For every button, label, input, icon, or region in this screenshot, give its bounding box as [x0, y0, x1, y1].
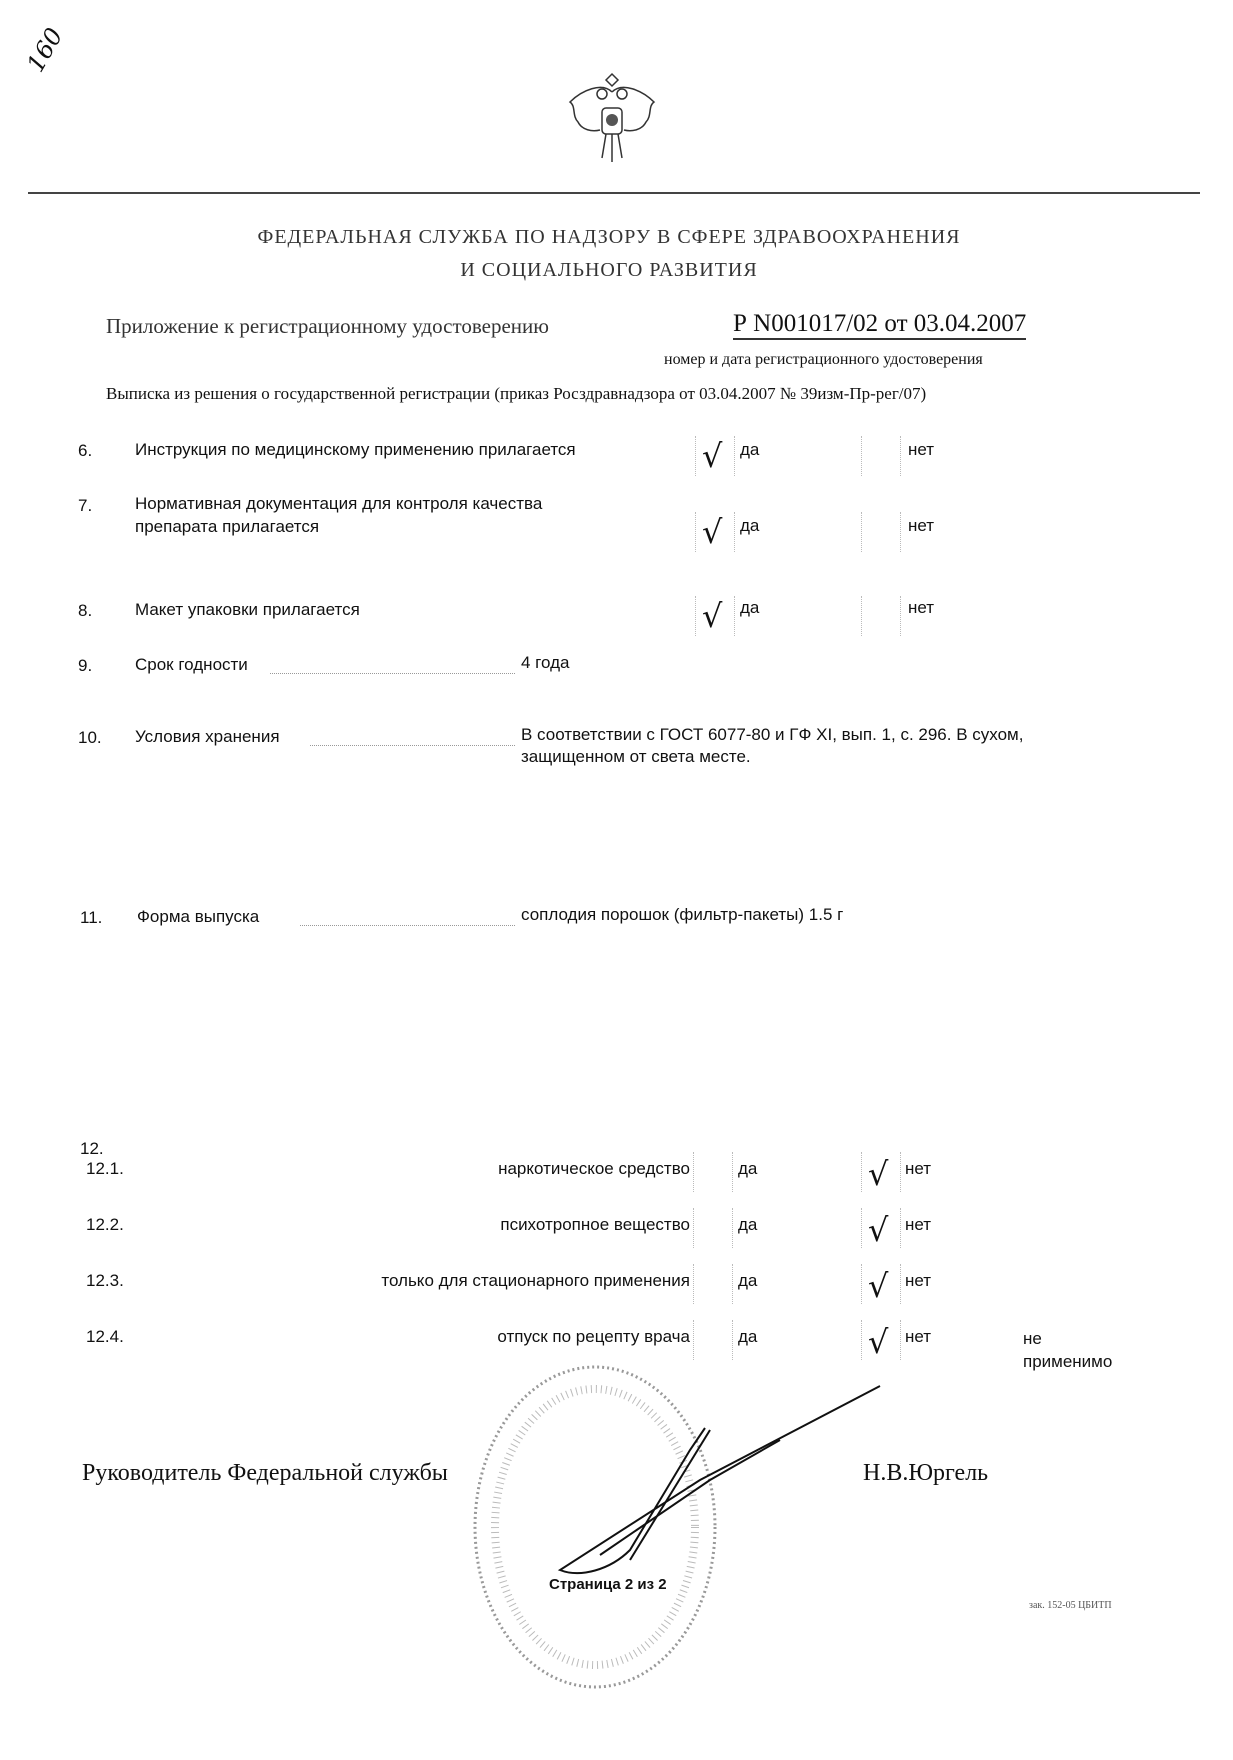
item-10-label: Условия хранения: [135, 727, 280, 746]
item-12-1-yes-label: да: [738, 1159, 758, 1178]
page-label: Страница 2 из 2: [549, 1576, 667, 1593]
checkmark-icon: √: [868, 1323, 889, 1361]
handwritten-page-number: 160: [21, 23, 69, 77]
item-7-yes-label: да: [740, 516, 760, 535]
item-7-no-label: нет: [908, 516, 935, 535]
item-12-1-no-label: нет: [905, 1159, 932, 1178]
item-6-label: Инструкция по медицинскому применению прилагается: [135, 440, 576, 459]
item-12-2-no-checkbox[interactable]: [861, 1208, 901, 1248]
item-8-label: Макет упаковки прилагается: [135, 600, 360, 619]
item-12-1-label: наркотическое средство: [498, 1159, 690, 1178]
item-10-value-line2: защищенном от света месте.: [521, 747, 751, 766]
item-9-leader: [270, 673, 515, 674]
checkmark-icon: √: [702, 597, 723, 635]
item-8-no-checkbox[interactable]: [861, 596, 901, 636]
checkmark-icon: √: [868, 1211, 889, 1249]
item-12-4-no-checkbox[interactable]: [861, 1320, 901, 1360]
item-12-2-yes-label: да: [738, 1215, 758, 1234]
item-9-value: 4 года: [521, 653, 570, 672]
item-12-3-yes-label: да: [738, 1271, 758, 1290]
item-6-number: 6.: [78, 441, 93, 460]
item-7-yes-checkbox[interactable]: [695, 512, 735, 552]
item-11-number: 11.: [80, 908, 103, 927]
item-12-2-yes-checkbox[interactable]: [693, 1208, 733, 1248]
item-12-3-number: 12.3.: [86, 1271, 124, 1290]
item-7-label-line2: препарата прилагается: [135, 517, 320, 536]
signature-scribble: [540, 1380, 890, 1580]
checkmark-icon: √: [702, 513, 723, 551]
item-6-no-label: нет: [908, 440, 935, 459]
item-10-number: 10.: [78, 728, 102, 747]
item-11-value: соплодия порошок (фильтр-пакеты) 1.5 г: [521, 905, 844, 924]
item-7-label-line1: Нормативная документация для контроля качества: [135, 494, 543, 513]
item-12-4-yes-checkbox[interactable]: [693, 1320, 733, 1360]
checkmark-icon: √: [868, 1155, 889, 1193]
not-applicable-line2: применимо: [1023, 1352, 1113, 1371]
item-12-4-no-label: нет: [905, 1327, 932, 1346]
item-12-4-number: 12.4.: [86, 1327, 124, 1346]
not-applicable-line1: не: [1023, 1329, 1042, 1348]
signatory-name: Н.В.Юргель: [863, 1460, 989, 1486]
item-12-1-yes-checkbox[interactable]: [693, 1152, 733, 1192]
signatory-position: Руководитель Федеральной службы: [82, 1460, 448, 1486]
org-title-line1: ФЕДЕРАЛЬНАЯ СЛУЖБА ПО НАДЗОРУ В СФЕРЕ ЗДРАВООХРАНЕНИЯ: [257, 226, 961, 248]
registration-number: Р N001017/02 от 03.04.2007: [733, 310, 1026, 340]
checkmark-icon: √: [702, 437, 723, 475]
item-12-3-no-label: нет: [905, 1271, 932, 1290]
extract-text: Выписка из решения о государственной регистрации (приказ Росздравнадзора от 03.04.2007 № 39изм-Пр-рег/07): [106, 384, 927, 403]
item-12-2-label: психотропное вещество: [500, 1215, 690, 1234]
item-12-3-label: только для стационарного применения: [381, 1271, 690, 1290]
coat-of-arms-emblem: [562, 72, 662, 168]
registration-number-caption: номер и дата регистрационного удостоверения: [664, 351, 983, 368]
item-7-no-checkbox[interactable]: [861, 512, 901, 552]
item-12-2-no-label: нет: [905, 1215, 932, 1234]
item-9-label: Срок годности: [135, 655, 248, 674]
item-12-1-no-checkbox[interactable]: [861, 1152, 901, 1192]
item-8-yes-label: да: [740, 598, 760, 617]
item-7-number: 7.: [78, 496, 93, 515]
item-10-leader: [310, 745, 515, 746]
item-9-number: 9.: [78, 656, 93, 675]
item-6-no-checkbox[interactable]: [861, 436, 901, 476]
org-title-line2: И СОЦИАЛЬНОГО РАЗВИТИЯ: [460, 259, 758, 281]
item-10-value-line1: В соответствии с ГОСТ 6077-80 и ГФ XI, вып. 1, с. 296. В сухом,: [521, 725, 1024, 744]
item-8-yes-checkbox[interactable]: [695, 596, 735, 636]
item-6-yes-checkbox[interactable]: [695, 436, 735, 476]
checkmark-icon: √: [868, 1267, 889, 1305]
item-8-number: 8.: [78, 601, 93, 620]
item-11-leader: [300, 925, 515, 926]
appendix-label: Приложение к регистрационному удостоверению: [106, 314, 549, 338]
item-11-label: Форма выпуска: [137, 907, 260, 926]
item-8-no-label: нет: [908, 598, 935, 617]
item-12-2-number: 12.2.: [86, 1215, 124, 1234]
item-6-yes-label: да: [740, 440, 760, 459]
section-12-number: 12.: [80, 1139, 104, 1158]
item-12-3-no-checkbox[interactable]: [861, 1264, 901, 1304]
item-12-4-label: отпуск по рецепту врача: [497, 1327, 690, 1346]
item-12-4-yes-label: да: [738, 1327, 758, 1346]
item-12-1-number: 12.1.: [86, 1159, 124, 1178]
item-12-3-yes-checkbox[interactable]: [693, 1264, 733, 1304]
header-rule: [28, 192, 1200, 194]
footer-code: зак. 152-05 ЦБИТП: [1029, 1600, 1112, 1611]
